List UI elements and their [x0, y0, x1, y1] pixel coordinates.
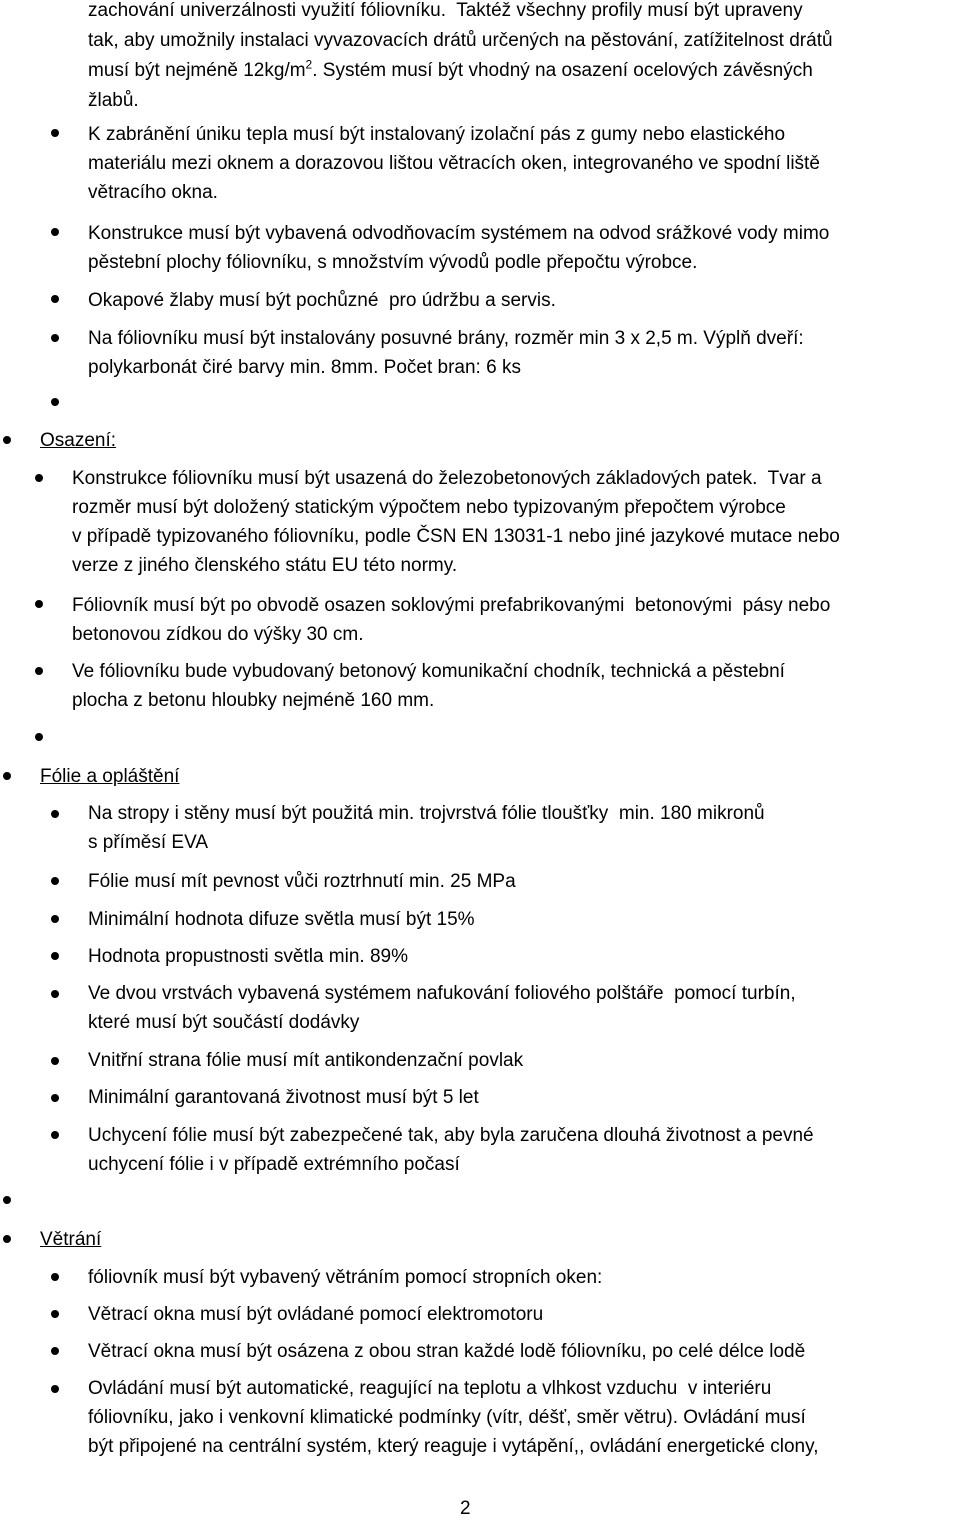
- list-item: Uchycení fólie musí být zabezpečené tak, aby byla zaručena dlouhá životnost a pevné uchycení fólie i v případě extrémního počasí: [88, 1125, 814, 1175]
- section-heading-folie: Fólie a opláštění: [40, 766, 180, 787]
- list-item: Okapové žlaby musí být pochůzné pro údržbu a servis.: [88, 290, 556, 311]
- page-number: 2: [460, 1498, 471, 1519]
- list-item: Ve fóliovníku bude vybudovaný betonový komunikační chodník, technická a pěstební plocha z betonu hloubky nejméně 160 mm.: [72, 661, 785, 711]
- text-span: musí být nejméně 12kg/m: [88, 60, 306, 81]
- list-item: Fólie musí mít pevnost vůči roztrhnutí min. 25 MPa: [88, 871, 516, 892]
- list-item: Vnitřní strana fólie musí mít antikondenzační povlak: [88, 1050, 524, 1071]
- list-item: Minimální hodnota difuze světla musí být 15%: [88, 909, 475, 930]
- bullet-icon: [51, 810, 59, 818]
- section-heading-osazeni: Osazení:: [40, 430, 117, 451]
- bullet-icon: [51, 915, 59, 923]
- list-item: Konstrukce musí být vybavená odvodňovacím systémem na odvod srážkové vody mimo pěstební plochy fóliovníku, s množstvím vývodů podle přepočtu výrobce.: [88, 223, 830, 273]
- list-item: Fóliovník musí být po obvodě osazen soklovými prefabrikovanými betonovými pásy nebo betonovou zídkou do výšky 30 cm.: [72, 595, 831, 645]
- bullet-icon: [51, 398, 59, 406]
- bullet-icon: [51, 1310, 59, 1318]
- paragraph-line: [88, 56, 813, 85]
- list-item: Ovládání musí být automatické, reagující na teplotu a vlhkost vzduchu v interiéru fóliovníku, jako i venkovní klimatické podmínky (vítr, déšť, směr větru). Ovládání musí být připojené na centrální systém, který reaguje i vytápění,, ovládání energetické clony,: [88, 1378, 819, 1457]
- section-heading-vetrani: Větrání: [40, 1229, 102, 1250]
- list-item: Ve dvou vrstvách vybavená systémem nafukování foliového polštáře pomocí turbín, které musí být součástí dodávky: [88, 983, 796, 1033]
- bullet-icon: [35, 667, 43, 675]
- bullet-icon: [35, 474, 43, 482]
- paragraph-line: zachování univerzálnosti využití fóliovníku. Taktéž všechny profily musí být upraveny: [88, 0, 803, 21]
- bullet-icon: [51, 877, 59, 885]
- bullet-icon: [51, 295, 59, 303]
- list-item: Větrací okna musí být osázena z obou stran každé lodě fóliovníku, po celé délce lodě: [88, 1341, 806, 1362]
- list-item: K zabránění úniku tepla musí být instalovaný izolační pás z gumy nebo elastického materiálu mezi oknem a dorazovou lištou větracích oken, integrovaného ve spodní liště větracího okna.: [88, 124, 820, 203]
- list-item: Konstrukce fóliovníku musí být usazená do železobetonových základových patek. Tvar a rozměr musí být doložený statickým výpočtem nebo typizovaným přepočtem výrobce v případě typizovaného fóliovníku, podle ČSN EN 13031-1 nebo jiné jazykové mutace nebo verze z jiného členského státu EU této normy.: [72, 468, 840, 576]
- bullet-icon: [51, 952, 59, 960]
- bullet-icon: [51, 129, 59, 137]
- superscript: 2: [305, 57, 313, 72]
- paragraph-line: žlabů.: [88, 90, 139, 111]
- bullet-icon: [51, 1347, 59, 1355]
- paragraph-line: tak, aby umožnily instalaci vyvazovacích drátů určených na pěstování, zatížitelnost drátů: [88, 30, 833, 51]
- bullet-icon: [51, 334, 59, 342]
- bullet-icon: [3, 1196, 11, 1204]
- list-item: Minimální garantovaná životnost musí být 5 let: [88, 1087, 479, 1108]
- bullet-icon: [35, 600, 43, 608]
- bullet-icon: [51, 1131, 59, 1139]
- list-item: fóliovník musí být vybavený větráním pomocí stropních oken:: [88, 1267, 603, 1288]
- bullet-icon: [35, 733, 43, 741]
- bullet-icon: [3, 772, 11, 780]
- bullet-icon: [3, 1235, 11, 1243]
- bullet-icon: [3, 436, 11, 444]
- bullet-icon: [51, 1385, 59, 1393]
- bullet-icon: [51, 1273, 59, 1281]
- list-item: Na fóliovníku musí být instalovány posuvné brány, rozměr min 3 x 2,5 m. Výplň dveří: polykarbonát čiré barvy min. 8mm. Počet bran: 6 ks: [88, 328, 804, 378]
- bullet-icon: [51, 990, 59, 998]
- list-item: Hodnota propustnosti světla min. 89%: [88, 946, 409, 967]
- text-span: . Systém musí být vhodný na osazení ocelových závěsných: [312, 60, 813, 81]
- list-item: Na stropy i stěny musí být použitá min. trojvrstvá fólie tloušťky min. 180 mikronů s příměsí EVA: [88, 803, 765, 853]
- bullet-icon: [51, 1094, 59, 1102]
- list-item: Větrací okna musí být ovládané pomocí elektromotoru: [88, 1304, 544, 1325]
- bullet-icon: [51, 1057, 59, 1065]
- bullet-icon: [51, 228, 59, 236]
